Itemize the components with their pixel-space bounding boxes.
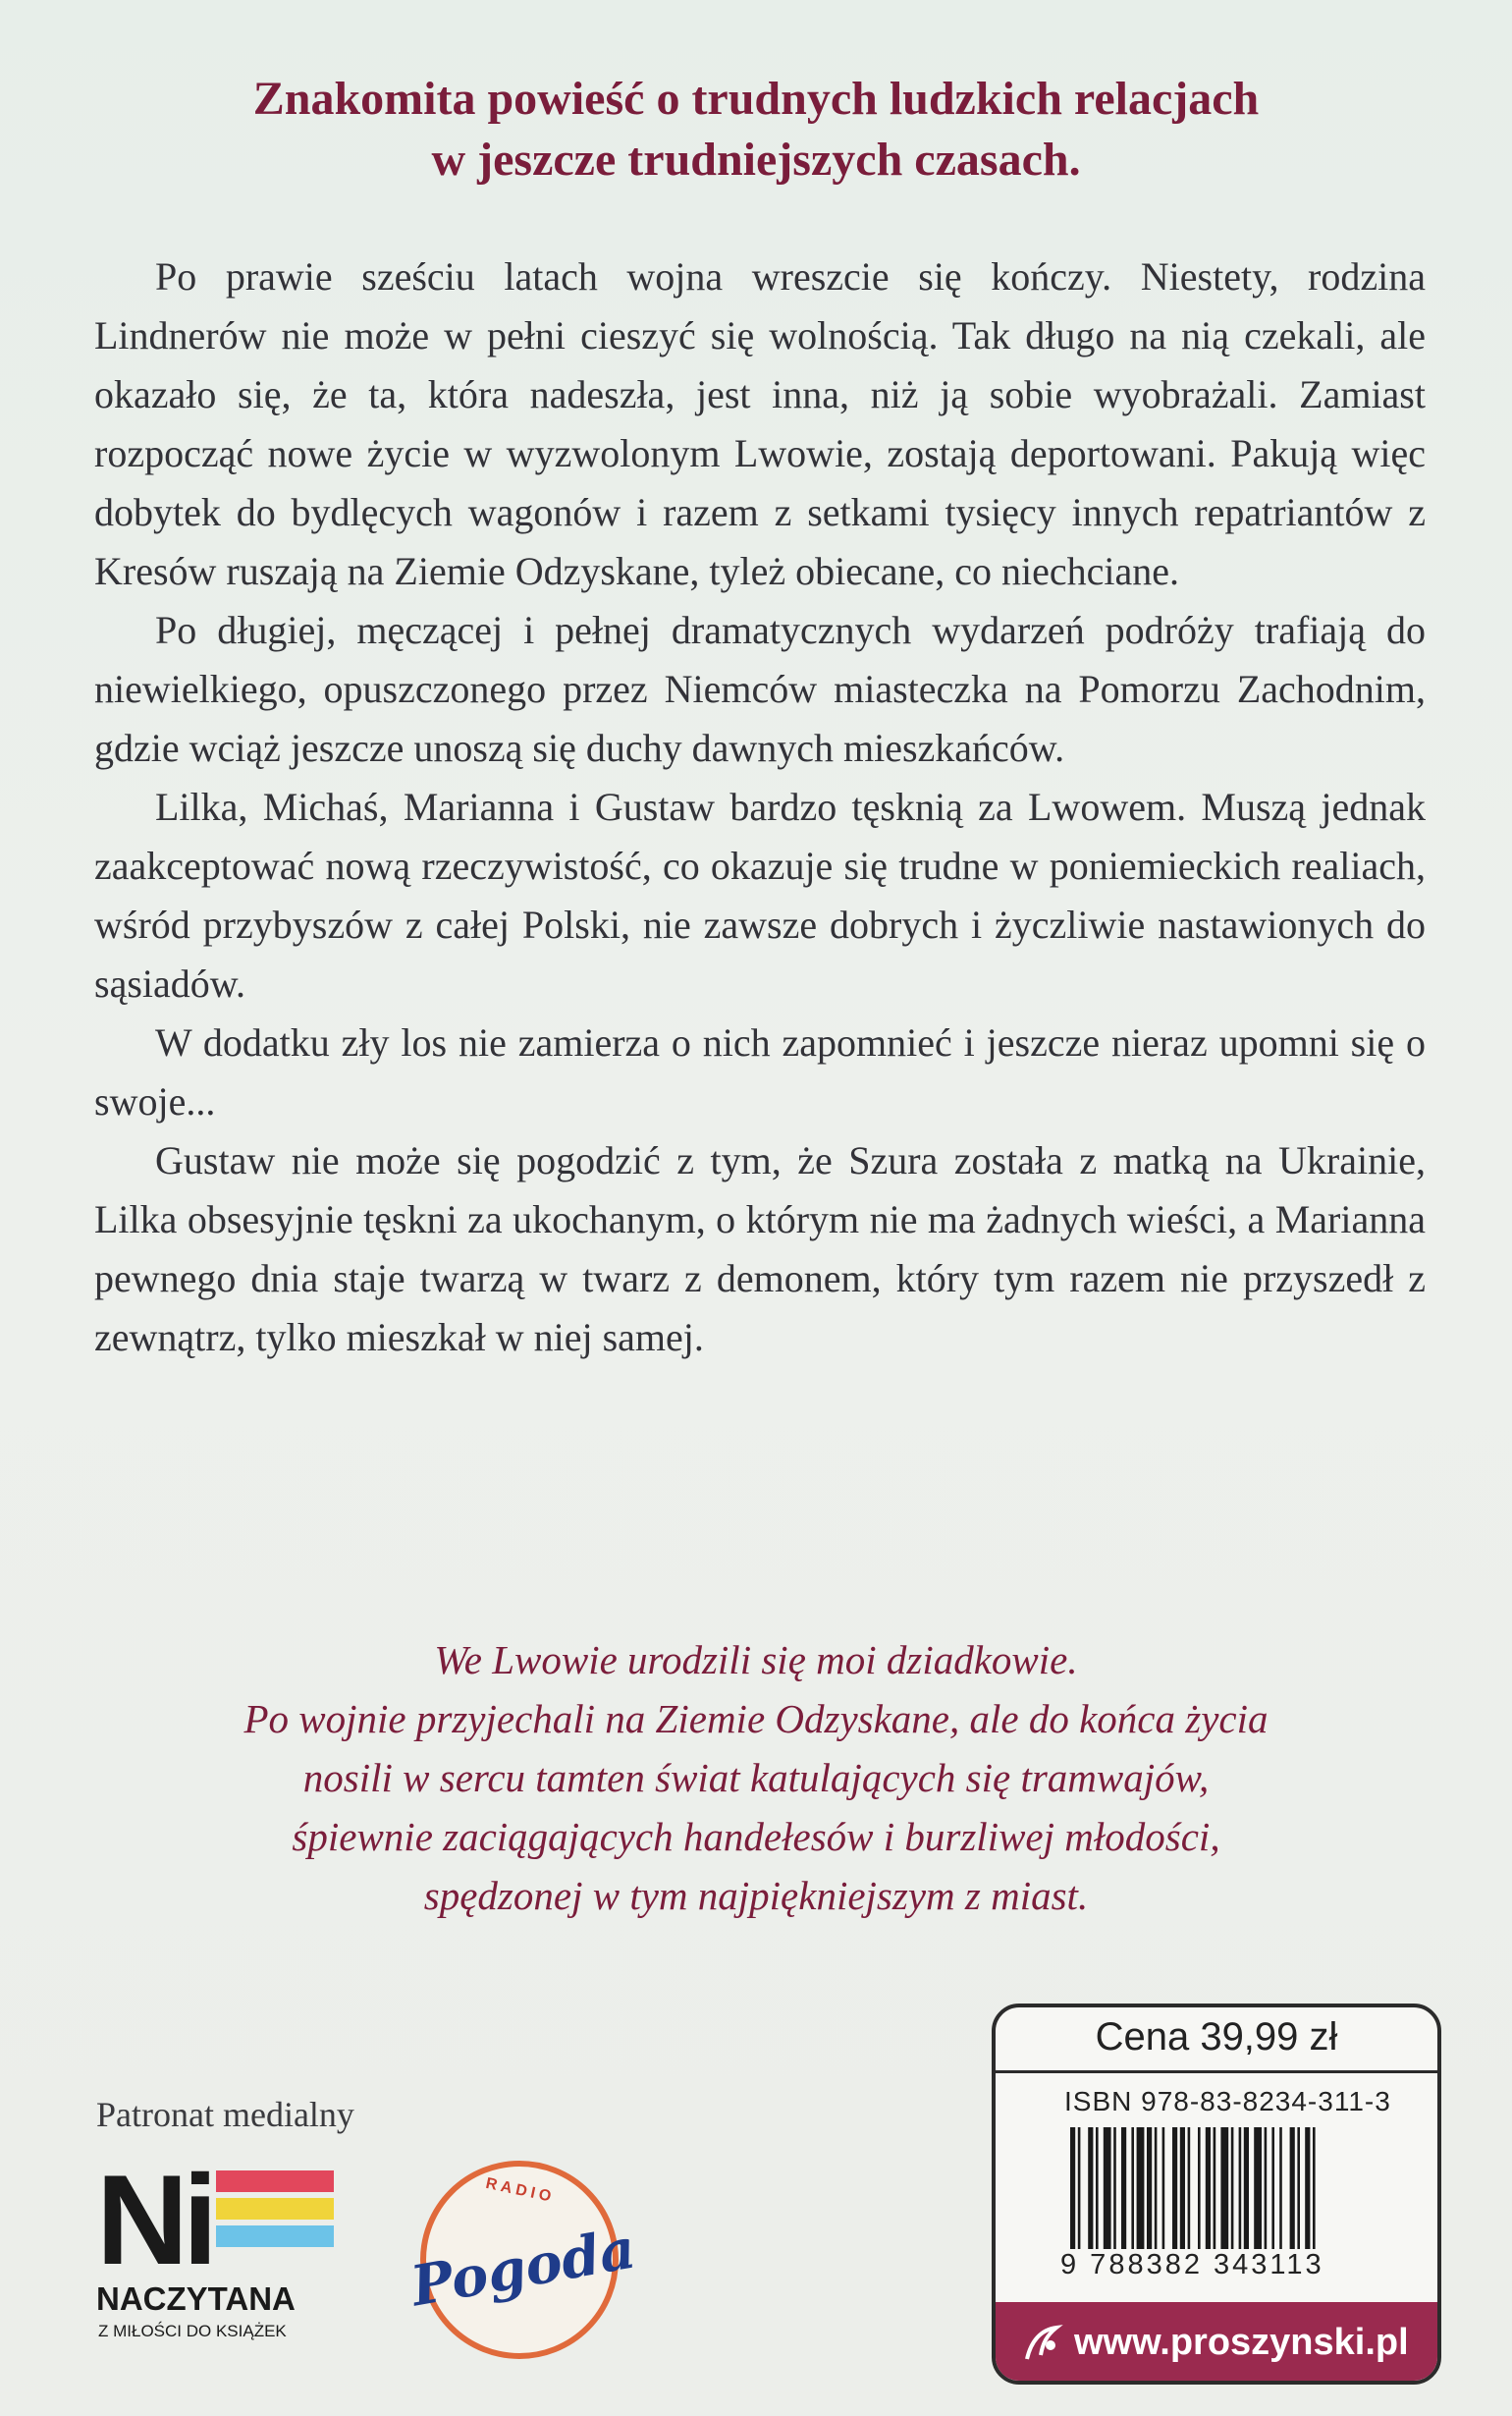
price-divider: [996, 2070, 1437, 2073]
stripe-red: [216, 2170, 334, 2192]
radio-pogoda-logo: [401, 2151, 640, 2357]
isbn: ISBN 978-83-8234-311-3: [1064, 2086, 1391, 2116]
naczytana-logo: [96, 2148, 342, 2347]
quote-line: Po wojnie przyjechali na Ziemie Odzyskane, ale do końca życia: [243, 1696, 1269, 1741]
quote-line: spędzonej w tym najpiękniejszym z miast.: [423, 1873, 1089, 1918]
blurb-body: [94, 247, 1426, 1367]
barcode: [1070, 2127, 1410, 2249]
paragraph: Gustaw nie może się pogodzić z tym, że Szura została z matką na Ukrainie, Lilka obsesyjnie tęskni za ukochanym, o którym nie ma żadnych wieści, a Marianna pewnego dnia staje twarzą w twarz z demonem, który tym razem nie przyszedł z zewnątrz, tylko mieszkał w niej samej.: [94, 1138, 1426, 1359]
quote-line: nosili w sercu tamten świat katulających się tramwajów,: [302, 1755, 1210, 1800]
publisher-bar: [996, 2302, 1437, 2381]
quote-line: We Lwowie urodzili się moi dziadkowie.: [434, 1637, 1078, 1682]
publisher-logo-icon: [1021, 2322, 1064, 2365]
headline-line-2: w jeszcze trudniejszych czasach.: [431, 134, 1081, 186]
paragraph: Po prawie sześciu latach wojna wreszcie się kończy. Niestety, rodzina Lindnerów nie może w pełni cieszyć się wolnością. Tak długo na nią czekali, ale okazało się, że ta, która nadeszła, jest inna, niż ją sobie wyobrażali. Zamiast rozpocząć nowe życie w wyzwolonym Lwowie, zostają deportowani. Pakują więc dobytek do bydlęcych wagonów i razem z setkami tysięcy innych repatriantów z Kresów ruszają na Ziemie Odzyskane, tyleż obiecane, co niechciane.: [94, 254, 1426, 593]
stripe-blue: [216, 2225, 334, 2247]
price-isbn-box: [992, 2004, 1441, 2385]
paragraph: Lilka, Michaś, Marianna i Gustaw bardzo tęsknią za Lwowem. Muszą jednak zaakceptować nową rzeczywistość, co okazuje się trudne w poniemieckich realiach, wśród przybyszów z całej Polski, nie zawsze dobrych i życzliwie nastawionych do sąsiadów.: [94, 785, 1426, 1006]
price: Cena 39,99 zł: [1095, 2015, 1338, 2059]
radio-word: RADIO: [484, 2174, 557, 2207]
naczytana-stripes: [216, 2170, 334, 2253]
paragraph: W dodatku zły los nie zamierza o nich zapomnieć i jeszcze nieraz upomni się o swoje...: [94, 1020, 1426, 1124]
naczytana-mark: Ni: [96, 2148, 212, 2291]
naczytana-tagline: Z MIŁOŚCI DO KSIĄŻEK: [98, 2322, 287, 2340]
author-quote: [118, 1630, 1394, 1925]
naczytana-name: NACZYTANA: [96, 2280, 296, 2317]
headline-line-1: Znakomita powieść o trudnych ludzkich relacjach: [252, 73, 1260, 125]
stripe-yellow: [216, 2198, 334, 2220]
publisher-website[interactable]: www.proszynski.pl: [1074, 2322, 1409, 2363]
radio-brand: Pogoda: [406, 2216, 640, 2320]
quote-line: śpiewnie zaciągających handełesów i burzliwej młodości,: [292, 1814, 1220, 1859]
headline: [79, 69, 1433, 191]
patronage-label: Patronat medialny: [96, 2095, 354, 2134]
barcode-digits: 9 788382 343113: [1060, 2249, 1324, 2280]
paragraph: Po długiej, męczącej i pełnej dramatycznych wydarzeń podróży trafiają do niewielkiego, opuszczonego przez Niemców miasteczka na Pomorzu Zachodnim, gdzie wciąż jeszcze unoszą się duchy dawnych mieszkańców.: [94, 608, 1426, 770]
